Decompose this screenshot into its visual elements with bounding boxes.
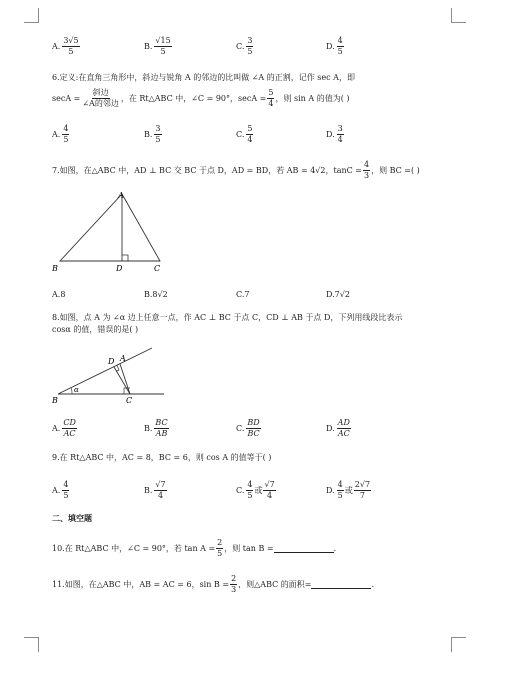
q9-option-a[interactable]: A. $\frac{4}{5}$ [52, 480, 69, 500]
q8-label-a: A [120, 354, 126, 363]
q5-option-b[interactable]: B. $\frac{√15}{5}$ [144, 36, 171, 56]
q6-line1: 6.定义:在直角三角形中，斜边与锐角 A 的邻边的比叫做 ∠A 的正割，记作 sec A，即 [52, 73, 355, 82]
q7-stem: 7.如图，在△ABC 中，AD ⊥ BC 交 BC 于点 D，AD = BD，若 AB = 4√2，tanC = $\frac{4}{3}$ ，则 BC =( ) [52, 160, 420, 180]
q6-option-b[interactable]: B. $\frac{3}{5}$ [144, 124, 161, 144]
q8-option-b[interactable]: B. $\frac{BC}{AB}$ [144, 418, 168, 438]
q7-label-c: C [154, 264, 161, 273]
q8-angle-arc [71, 388, 72, 394]
crop-mark-bottom-left [24, 637, 39, 652]
crop-mark-bottom-right [451, 637, 466, 652]
q7-option-a[interactable]: A.8 [52, 290, 66, 299]
crop-mark-top-right [451, 8, 466, 23]
q11-answer-blank[interactable] [311, 580, 371, 589]
q10-answer-blank[interactable] [274, 544, 334, 553]
q8-label-d: D [108, 357, 115, 366]
q5-option-c[interactable]: C. $\frac{3}{5}$ [236, 36, 253, 56]
q7-label-a: A [118, 191, 124, 200]
q7-option-d[interactable]: D.7√2 [326, 290, 350, 299]
q8-ray-ba [58, 348, 152, 394]
q6-option-c[interactable]: C. $\frac{5}{4}$ [236, 124, 253, 144]
q8-line1: 8.如图，点 A 为 ∠α 边上任意一点，作 AC ⊥ BC 于点 C，CD ⊥ AB 于点 D，下列用线段比表示 [52, 313, 403, 322]
crop-mark-top-left [24, 8, 39, 23]
q8-label-c: C [126, 396, 133, 405]
q9-option-c[interactable]: C. $\frac{4}{5}$ 或 $\frac{√7}{4}$ [236, 480, 275, 500]
q6-option-a[interactable]: A. $\frac{4}{5}$ [52, 124, 69, 144]
q7-label-b: B [52, 264, 58, 273]
q11-stem: 11.如图，在△ABC 中，AB = AC = 6，sin B = $\frac{2}{3}$ ，则△ABC 的面积= . [52, 574, 375, 594]
q5-option-d[interactable]: D. $\frac{4}{5}$ [326, 36, 343, 56]
q7-triangle-abc [60, 194, 160, 261]
q9-stem: 9.在 Rt△ABC 中，AC = 8，BC = 6，则 cos A 的值等于( ) [52, 453, 272, 462]
section-title-fill-blank: 二、填空题 [52, 513, 92, 523]
q7-triangle-figure [48, 186, 178, 278]
q10-stem: 10.在 Rt△ABC 中，∠C = 90°，若 tan A = $\frac{2}{5}$ ，则 tan B = . [52, 538, 337, 558]
q9-option-d[interactable]: D. $\frac{4}{5}$ 或 $\frac{2√7}{7}$ [326, 480, 371, 500]
q9-option-b[interactable]: B. $\frac{√7}{4}$ [144, 480, 166, 500]
q8-line2: cosα 的值，错误的是( ) [52, 325, 139, 334]
q7-option-b[interactable]: B.8√2 [144, 290, 168, 299]
q8-label-b: B [52, 396, 58, 405]
q7-option-c[interactable]: C.7 [236, 290, 250, 299]
q8-option-a[interactable]: A. $\frac{CD}{AC}$ [52, 418, 76, 438]
q8-option-d[interactable]: D. $\frac{AD}{AC}$ [326, 418, 350, 438]
q8-option-c[interactable]: C. $\frac{BD}{BC}$ [236, 418, 260, 438]
q7-label-d: D [116, 264, 123, 273]
q6-option-d[interactable]: D. $\frac{3}{4}$ [326, 124, 343, 144]
q8-label-alpha: α [74, 386, 79, 394]
q7-right-angle-mark [122, 255, 128, 261]
q5-option-a[interactable]: A. $\frac{3√5}{5}$ [52, 36, 79, 56]
q6-line2: secA = $\frac{\text{斜边}}{\text{∠A的邻边}}$ ，在 Rt△ABC 中，∠C = 90°，secA = $\frac{5}{4}$ ，则 sin A 的值为( ) [52, 88, 350, 108]
q8-angle-figure [48, 340, 168, 406]
